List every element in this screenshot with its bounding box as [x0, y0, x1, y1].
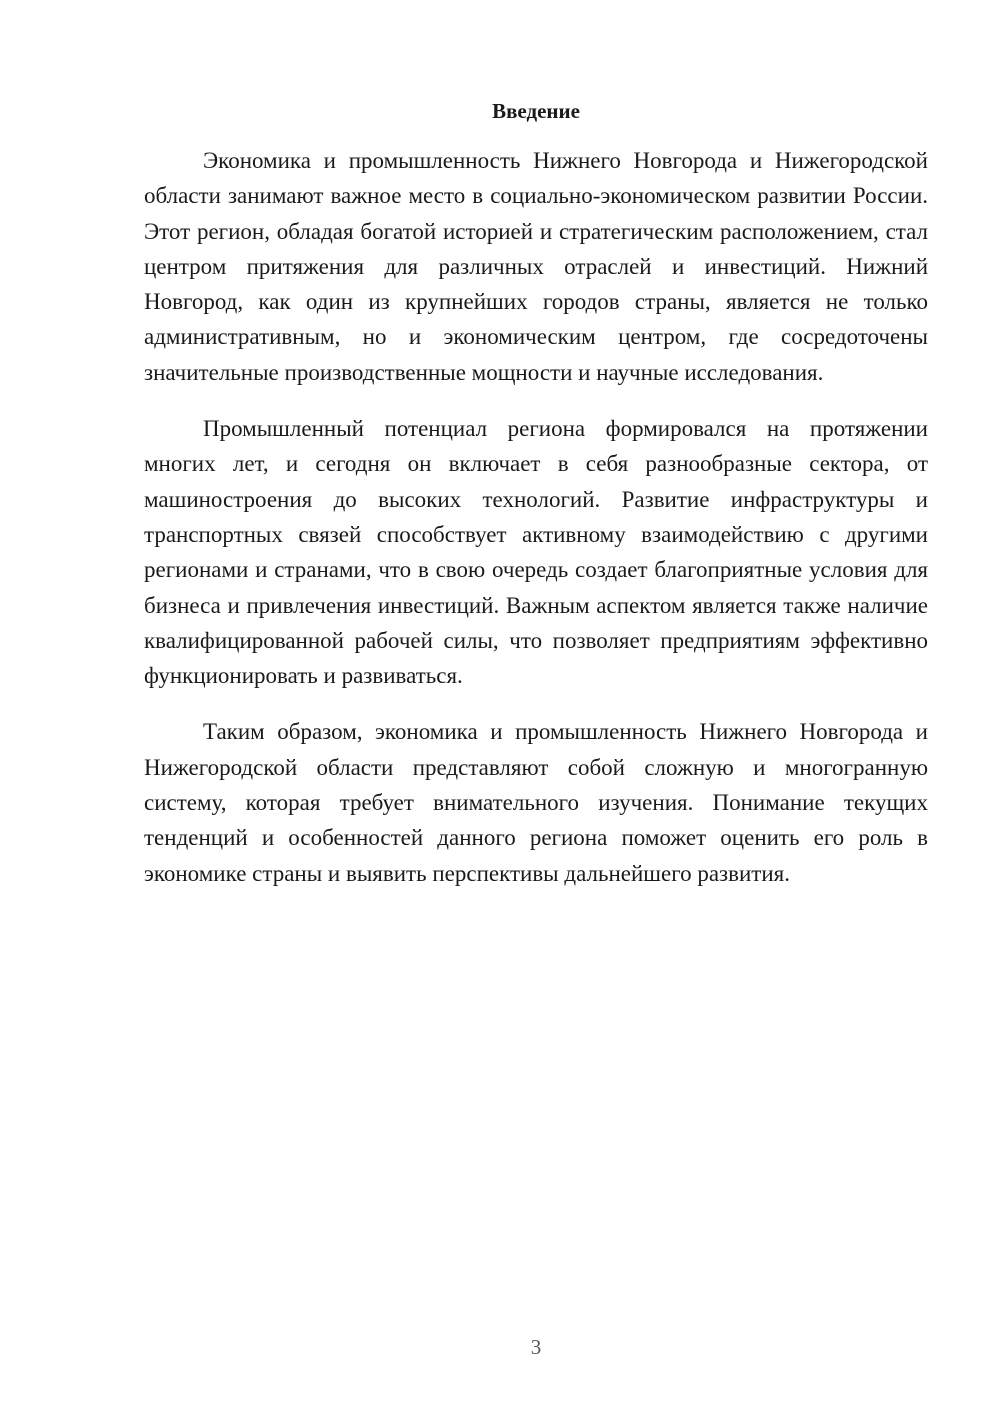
paragraph-3: Таким образом, экономика и промышленность Нижнего Новгорода и Нижегородской области представляют собой сложную и многогранную систему, которая требует внимательного изучения. Понимание текущих тенденций и особенностей данного региона поможет оценить его роль в экономике страны и выявить перспективы дальнейшего развития. — [144, 719, 928, 886]
page-number: 3 — [530, 1335, 542, 1359]
body-text — [144, 143, 928, 912]
paragraph-1: Экономика и промышленность Нижнего Новгорода и Нижегородской области занимают важное место в социально-экономическом развитии России. Этот регион, обладая богатой историей и стратегическим расположением, стал центром притяжения для различных отраслей и инвестиций. Нижний Новгород, как один из крупнейших городов страны, является не только административным, но и экономическим центром, где сосредоточены значительные производственные мощности и научные исследования. — [144, 148, 928, 385]
paragraph-2: Промышленный потенциал региона формировался на протяжении многих лет, и сегодня он включает в себя разнообразные сектора, от машиностроения до высоких технологий. Развитие инфраструктуры и транспортных связей способствует активному взаимодействию с другими регионами и странами, что в свою очередь создает благоприятные условия для бизнеса и привлечения инвестиций. Важным аспектом является также наличие квалифицированной рабочей силы, что позволяет предприятиям эффективно функционировать и развиваться. — [144, 416, 928, 689]
section-heading: Введение — [492, 99, 580, 123]
